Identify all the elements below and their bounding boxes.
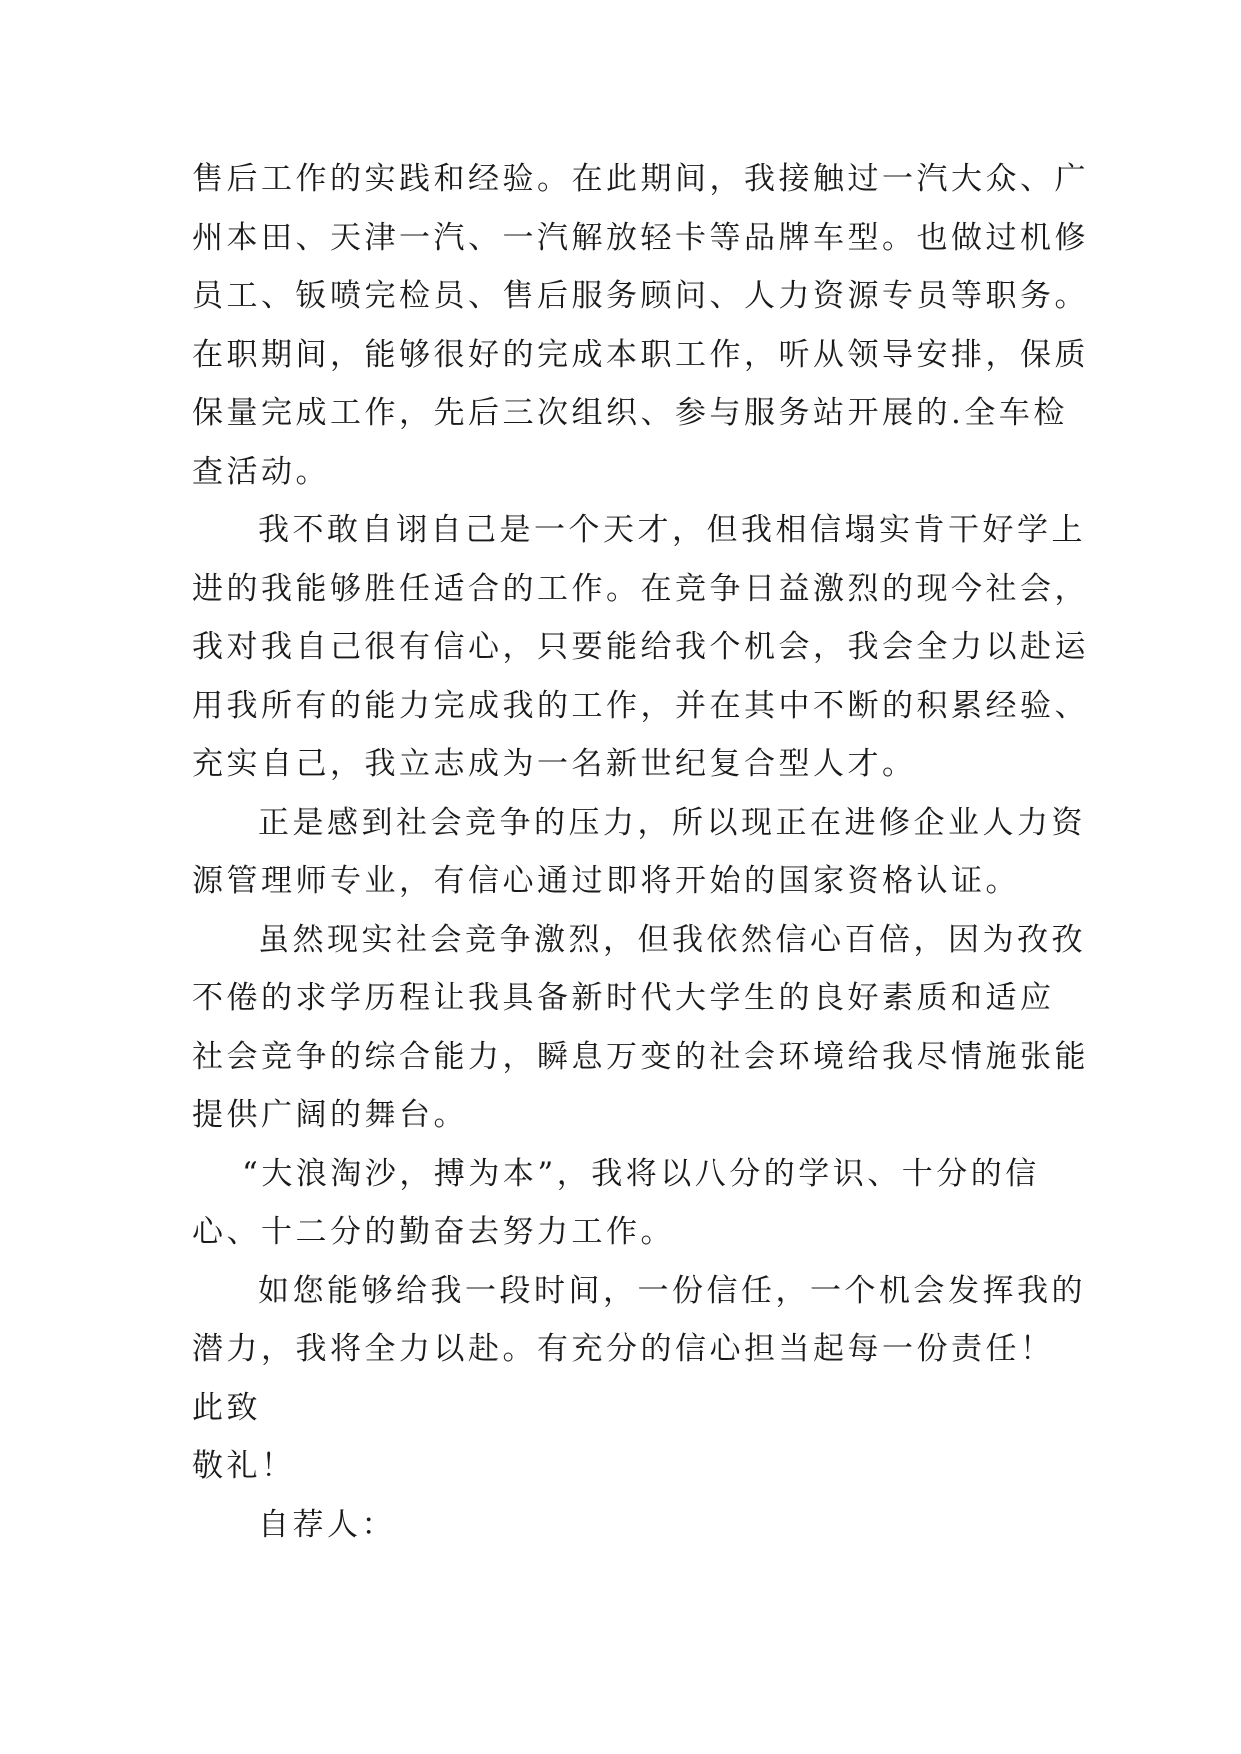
text-line: 员工、钣喷完检员、售后服务顾问、人力资源专员等职务。 xyxy=(192,278,1089,314)
closing-phrase: 此致 xyxy=(192,1389,261,1426)
text-line: 州本田、天津一汽、一汽解放轻卡等品牌车型。也做过机修 xyxy=(192,219,1089,256)
text-line: 在职期间，能够很好的完成本职工作，听从领导安排，保质 xyxy=(192,336,1089,373)
text-line: “大浪淘沙，搏为本”，我将以八分的学识、十分的信 xyxy=(242,1155,1040,1192)
text-line: 如您能够给我一段时间，一份信任，一个机会发挥我的 xyxy=(258,1272,1086,1309)
signature-label: 自荐人： xyxy=(258,1506,396,1543)
text-line: 我对我自己很有信心，只要能给我个机会，我会全力以赴运 xyxy=(192,629,1089,665)
text-line: 正是感到社会竞争的压力，所以现正在进修企业人力资 xyxy=(258,804,1086,841)
paragraph-motto xyxy=(192,1145,1062,1262)
text-line: 保量完成工作，先后三次组织、参与服务站开展的.全车检 xyxy=(192,395,1068,431)
text-line: 源管理师专业，有信心通过即将开始的国家资格认证。 xyxy=(192,863,1020,899)
text-line: 虽然现实社会竞争激烈，但我依然信心百倍，因为孜孜 xyxy=(258,921,1086,958)
text-line: 售后工作的实践和经验。在此期间，我接触过一汽大众、广 xyxy=(192,161,1089,197)
text-line: 我不敢自诩自己是一个天才，但我相信塌实肯干好学上 xyxy=(258,512,1086,548)
text-line: 充实自己，我立志成为一名新世纪复合型人才。 xyxy=(192,746,917,782)
text-line: 提供广阔的舞台。 xyxy=(192,1097,468,1133)
letter-body xyxy=(192,150,1089,1554)
text-line: 社会竞争的综合能力，瞬息万变的社会环境给我尽情施张能 xyxy=(192,1038,1089,1075)
paragraph-work-experience xyxy=(192,150,1089,501)
text-line: 查活动。 xyxy=(192,453,330,490)
paragraph-further-study xyxy=(192,794,1086,911)
salutation: 敬礼！ xyxy=(192,1448,296,1484)
text-line: 潜力，我将全力以赴。有充分的信心担当起每一份责任！ xyxy=(192,1331,1055,1367)
paragraph-request xyxy=(192,1262,1086,1379)
paragraph-competition xyxy=(192,911,1089,1145)
text-line: 进的我能够胜任适合的工作。在竞争日益激烈的现今社会， xyxy=(192,570,1089,607)
paragraph-self-confidence xyxy=(192,501,1089,794)
text-line: 心、十二分的勤奋去努力工作。 xyxy=(192,1214,675,1250)
text-line: 不倦的求学历程让我具备新时代大学生的良好素质和适应 xyxy=(192,980,1055,1016)
text-line: 用我所有的能力完成我的工作，并在其中不断的积累经验、 xyxy=(192,687,1089,724)
